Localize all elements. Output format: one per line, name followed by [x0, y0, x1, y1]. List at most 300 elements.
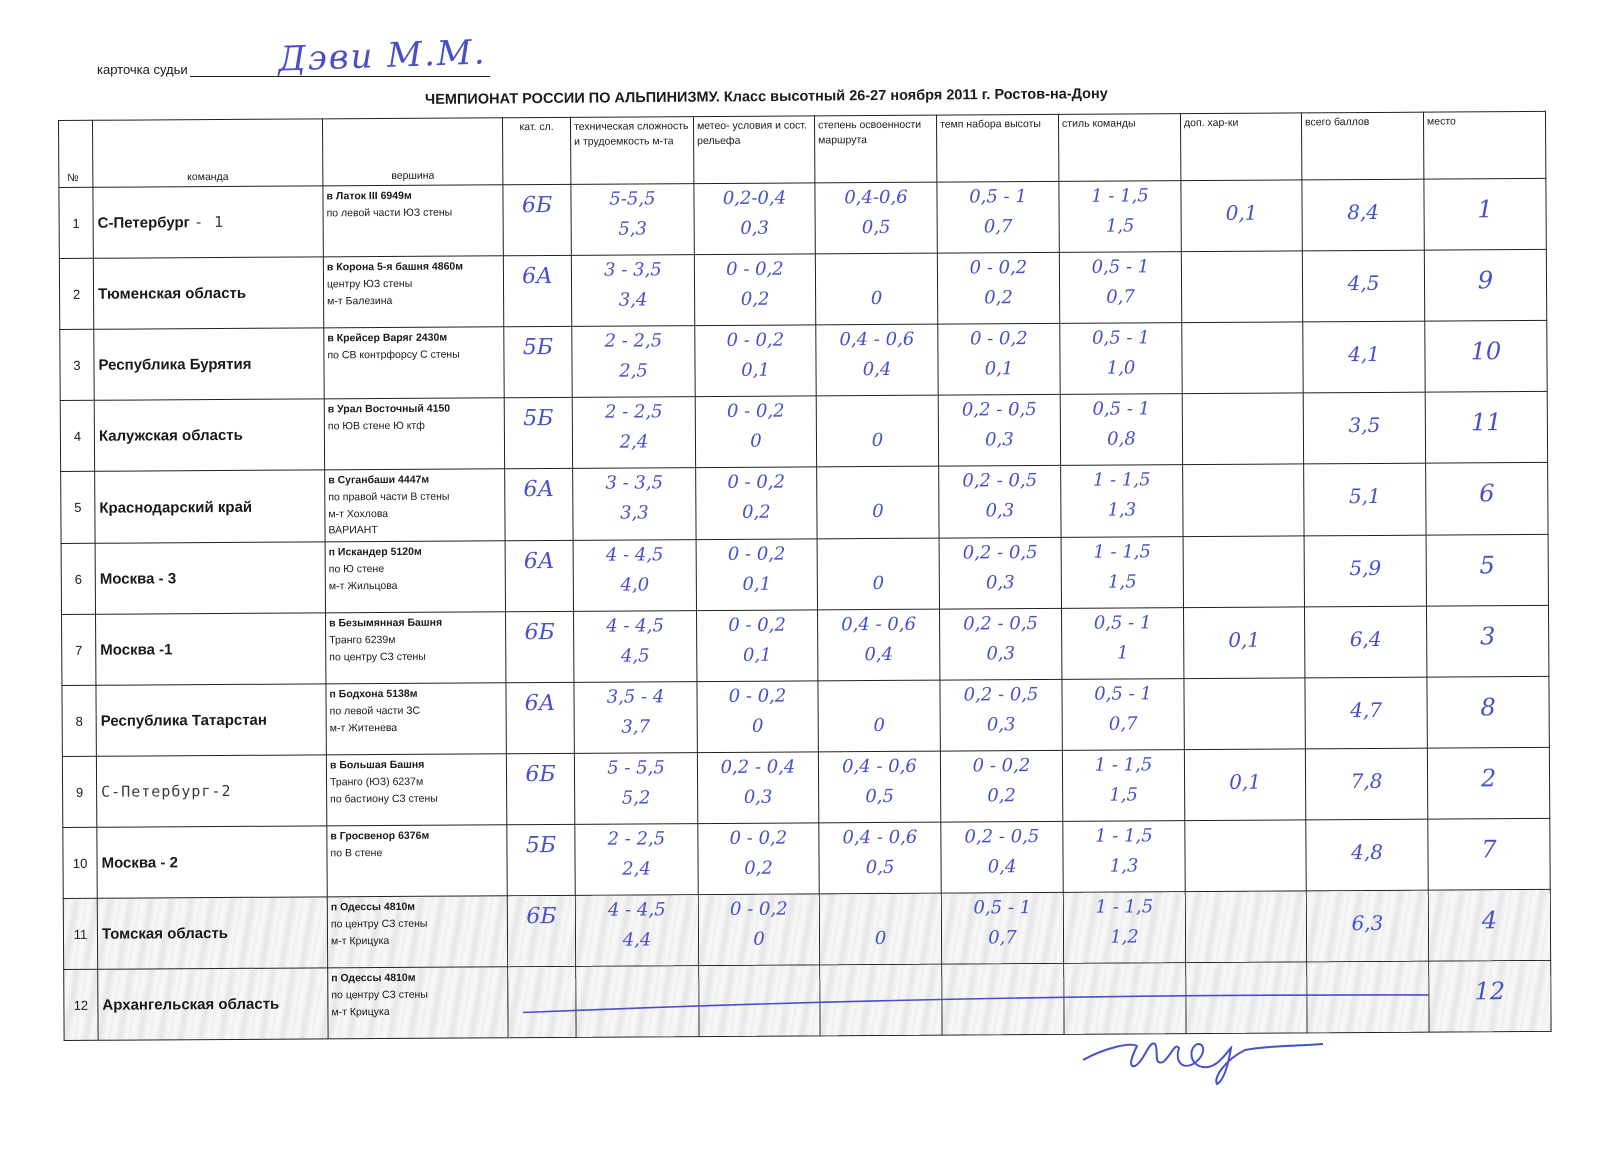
table-row	[60, 320, 1547, 400]
header-mastery: степень освоенности маршрута	[814, 115, 936, 183]
extra-value	[1185, 841, 1305, 842]
table-row	[63, 890, 1550, 970]
tempo-score: 0,7	[988, 927, 1017, 949]
table-row	[59, 178, 1546, 258]
row-number: 3	[60, 329, 94, 400]
mastery-score: 0	[873, 715, 885, 737]
place-value: 6	[1479, 479, 1495, 508]
header-row	[59, 111, 1546, 187]
technical-cell	[574, 682, 697, 754]
category-cell	[507, 825, 575, 896]
meteo-range: 0,2 - 0,4	[720, 756, 796, 779]
mastery-range: 0,4 - 0,6	[842, 826, 918, 849]
place-value: 10	[1470, 337, 1502, 366]
meteo-score: 0,1	[742, 644, 772, 667]
style-score: 0,7	[1106, 286, 1135, 308]
category-cell	[507, 896, 575, 967]
mastery-score: 0	[872, 573, 885, 595]
team-name-text: Москва - 2	[101, 854, 178, 872]
style-range: 1 - 1,5	[1093, 541, 1152, 563]
team-name-handwritten: - 1	[193, 212, 225, 232]
style-score: 0,8	[1107, 428, 1136, 450]
header-total: всего баллов	[1301, 112, 1423, 180]
tempo-score: 0,3	[986, 714, 1016, 736]
peak-route-line: ВАРИАНТ	[328, 524, 378, 537]
meteo-cell	[697, 752, 818, 824]
meteo-range: 0 - 0,2	[726, 400, 785, 422]
category-cell	[506, 754, 574, 825]
style-score: 1,0	[1106, 357, 1136, 379]
peak-route	[324, 398, 504, 470]
mastery-range	[817, 471, 938, 472]
technical-score: 3,7	[621, 716, 651, 738]
tempo-range: 0,2 - 0,5	[963, 684, 1039, 706]
judge-card-label: карточка судьи	[97, 62, 188, 77]
extra-cell	[1184, 678, 1305, 750]
team-name	[96, 684, 326, 756]
total-score: 4,7	[1350, 698, 1383, 723]
meteo-score: 0	[751, 715, 764, 737]
category-value: 6А	[524, 691, 556, 717]
extra-cell	[1182, 393, 1303, 465]
mastery-score: 0,5	[865, 857, 895, 879]
technical-cell	[574, 611, 697, 683]
page-title: ЧЕМПИОНАТ РОССИИ ПО АЛЬПИНИЗМУ. Класс высотный 26-27 ноября 2011 г. Ростов-на-Дону	[424, 86, 1108, 108]
technical-range: 3 - 3,5	[604, 259, 662, 281]
tempo-score: 0,3	[985, 429, 1014, 451]
place-cell	[1426, 606, 1548, 678]
technical-score: 2,4	[619, 431, 649, 453]
mastery-cell	[820, 964, 942, 1036]
mastery-score: 0,4	[862, 358, 892, 381]
extra-value: 0,1	[1225, 200, 1258, 225]
row-number: 10	[63, 827, 97, 898]
row-number: 9	[62, 756, 96, 827]
category-cell	[503, 184, 571, 255]
row-number: 4	[60, 400, 94, 471]
category-value: 6Б	[525, 762, 556, 788]
tempo-range: 0 - 0,2	[969, 257, 1028, 279]
total-score: 4,8	[1351, 840, 1383, 865]
row-number: 2	[59, 258, 93, 329]
table-row	[60, 391, 1547, 471]
extra-value	[1185, 699, 1305, 700]
category-cell	[506, 683, 574, 754]
meteo-cell	[697, 610, 818, 682]
technical-cell	[571, 255, 694, 327]
results-body	[59, 178, 1551, 1040]
peak-route-line: в Суганбаши 4447м	[328, 473, 430, 487]
peak-route-line: в Корона 5-я башня 4860м	[326, 260, 464, 274]
place-value: 5	[1479, 551, 1495, 580]
style-range	[1064, 967, 1185, 968]
style-range: 1 - 1,5	[1095, 896, 1154, 918]
total-score: 5,1	[1348, 483, 1381, 509]
row-number: 5	[61, 471, 95, 543]
header-category: кат. сл.	[502, 117, 570, 184]
header-meteo: метео- условия и сост. рельефа	[693, 116, 814, 184]
header-team: команда	[93, 119, 323, 187]
extra-cell	[1184, 749, 1305, 821]
mastery-range: 0,4 - 0,6	[839, 328, 915, 351]
team-name	[93, 186, 323, 258]
peak-route-line: в Латок III 6949м	[326, 189, 412, 203]
category-value: 5Б	[522, 334, 554, 361]
meteo-range: 0 - 0,2	[727, 471, 786, 493]
tempo-cell	[938, 323, 1060, 395]
meteo-range: 0 - 0,2	[726, 329, 785, 351]
technical-range: 5-5,5	[609, 188, 656, 210]
team-name-text: Республика Бурятия	[98, 355, 252, 374]
meteo-range: 0 - 0,2	[729, 898, 788, 921]
mastery-cell	[817, 466, 939, 539]
technical-cell	[575, 895, 698, 967]
table-row	[61, 462, 1548, 543]
peak-route-line: в Крейсер Варяг 2430м	[327, 331, 448, 345]
header-num: №	[59, 120, 93, 187]
mastery-score	[820, 999, 941, 1000]
team-name-text: Республика Татарстан	[100, 711, 267, 730]
mastery-range	[816, 258, 937, 259]
place-value: 3	[1479, 622, 1496, 651]
judge-name-handwritten: Дэви М.М.	[277, 32, 488, 80]
mastery-range: 0,4 - 0,6	[841, 613, 917, 636]
place-value: 2	[1480, 764, 1497, 793]
peak-route	[326, 683, 506, 755]
category-value: 5Б	[525, 833, 557, 859]
style-cell	[1062, 608, 1184, 680]
total-cell	[1303, 392, 1425, 464]
team-name	[97, 897, 327, 969]
mastery-score: 0	[870, 287, 883, 310]
team-name-text: Краснодарский край	[99, 498, 253, 517]
total-cell	[1305, 677, 1427, 749]
row-number: 6	[61, 543, 95, 614]
technical-score: 3,4	[618, 289, 648, 311]
team-name-text: Москва - 3	[99, 570, 177, 588]
team-name	[97, 826, 327, 898]
table-row	[59, 249, 1546, 329]
technical-range: 2 - 2,5	[607, 828, 666, 850]
extra-cell	[1183, 464, 1304, 537]
mastery-cell	[816, 395, 938, 467]
tempo-cell	[939, 465, 1061, 538]
mastery-cell	[817, 538, 939, 610]
style-cell	[1060, 394, 1182, 466]
peak-route-line: п Одессы 4810м	[330, 901, 416, 914]
style-range: 0,5 - 1	[1093, 612, 1152, 634]
technical-cell	[572, 397, 695, 469]
meteo-cell	[694, 183, 815, 255]
total-score: 7,8	[1350, 769, 1383, 794]
row-number: 11	[63, 898, 97, 969]
technical-range: 2 - 2,5	[604, 330, 663, 352]
style-score: 1,5	[1105, 215, 1135, 237]
peak-route	[328, 967, 508, 1039]
tempo-range: 0,2 - 0,5	[964, 826, 1040, 848]
extra-value	[1186, 912, 1306, 913]
style-range: 1 - 1,5	[1094, 754, 1153, 776]
technical-score: 4,5	[620, 645, 650, 667]
category-value: 6А	[522, 263, 553, 290]
place-cell	[1428, 819, 1550, 891]
header-extra: доп. хар-ки	[1180, 113, 1301, 181]
meteo-score: 0,2	[740, 288, 770, 310]
peak-route-line: по ЮВ стене Ю ктф	[327, 419, 425, 433]
tempo-range: 0 - 0,2	[969, 328, 1028, 350]
place-value: 9	[1477, 266, 1494, 295]
peak-route-line: по СВ контрфорсу С стены	[327, 348, 460, 362]
total-cell	[1305, 748, 1427, 820]
peak-route-line: центру ЮЗ стены	[326, 277, 413, 291]
meteo-range: 0,2-0,4	[722, 187, 787, 209]
extra-cell	[1185, 891, 1306, 963]
peak-route-line: по левой части ЗС	[329, 704, 421, 718]
technical-range	[576, 970, 698, 971]
mastery-cell	[818, 751, 940, 823]
mastery-range	[818, 685, 939, 686]
style-cell	[1062, 679, 1184, 751]
peak-route-line: м-т Жильцова	[328, 579, 398, 593]
total-score: 4,5	[1347, 270, 1380, 296]
total-cell	[1306, 819, 1428, 891]
place-value: 7	[1481, 835, 1497, 864]
style-range: 1 - 1,5	[1092, 469, 1151, 491]
judge-signature	[1075, 1020, 1335, 1090]
meteo-score: 0,1	[742, 573, 772, 596]
style-score: 1	[1116, 642, 1129, 664]
tempo-range: 0,2 - 0,5	[963, 613, 1039, 635]
mastery-cell	[819, 822, 941, 894]
peak-route-line: п Одессы 4810м	[331, 972, 416, 985]
extra-value	[1183, 484, 1303, 485]
total-score: 8,4	[1347, 199, 1380, 225]
extra-cell	[1185, 820, 1306, 892]
mastery-score: 0	[872, 500, 884, 523]
mastery-range: 0,4 - 0,6	[842, 755, 917, 778]
mastery-cell	[815, 182, 937, 254]
results-table	[58, 111, 1552, 1041]
tempo-cell	[937, 252, 1059, 324]
technical-score: 4,0	[620, 574, 650, 596]
technical-score	[576, 1000, 698, 1001]
technical-cell	[574, 753, 697, 825]
category-cell	[506, 612, 574, 683]
technical-score: 3,3	[620, 502, 649, 524]
tempo-score: 0,4	[987, 856, 1017, 878]
style-range: 0,5 - 1	[1091, 256, 1150, 278]
style-cell	[1063, 892, 1185, 964]
results-sheet	[58, 111, 1552, 1041]
meteo-range: 0 - 0,2	[726, 258, 784, 280]
extra-cell	[1182, 322, 1303, 394]
meteo-cell	[695, 325, 816, 397]
mastery-range	[820, 969, 941, 970]
mastery-score: 0,5	[865, 786, 895, 808]
meteo-score: 0,1	[741, 359, 770, 381]
peak-route-line: п Искандер 5120м	[328, 545, 422, 559]
mastery-cell	[818, 609, 940, 681]
peak-route	[324, 327, 504, 399]
technical-range: 3,5 - 4	[606, 686, 665, 708]
mastery-score: 0	[871, 429, 884, 452]
style-score: 1,3	[1109, 855, 1139, 877]
peak-route-line: по Ю стене	[328, 563, 385, 576]
peak-route-line: по центру СЗ стены	[329, 650, 426, 664]
header-style: стиль команды	[1058, 114, 1180, 182]
team-name	[95, 542, 325, 614]
technical-cell	[573, 468, 696, 541]
meteo-score: 0,3	[743, 786, 773, 809]
technical-cell	[571, 184, 694, 256]
mastery-cell	[815, 253, 937, 325]
style-score: 1,5	[1107, 571, 1137, 593]
tempo-cell	[937, 181, 1059, 253]
peak-route	[326, 754, 506, 826]
table-row	[62, 748, 1549, 828]
tempo-score: 0,7	[983, 216, 1013, 238]
style-cell	[1061, 465, 1183, 538]
tempo-range: 0,2 - 0,5	[961, 399, 1037, 421]
mastery-range	[820, 898, 941, 899]
peak-route-line: по бастиону СЗ стены	[330, 792, 438, 806]
meteo-score: 0	[750, 430, 762, 452]
style-range: 1 - 1,5	[1091, 185, 1149, 207]
extra-cell	[1184, 607, 1305, 679]
tempo-range: 0,2 - 0,5	[962, 542, 1038, 564]
meteo-range: 0 - 0,2	[729, 827, 788, 850]
style-cell	[1062, 750, 1184, 822]
style-cell	[1060, 323, 1182, 395]
place-cell	[1424, 178, 1546, 250]
category-value: 6А	[523, 476, 555, 503]
technical-score: 2,4	[622, 858, 651, 880]
tempo-score: 0,2	[987, 785, 1017, 807]
peak-route-line: по В стене	[330, 847, 383, 860]
category-cell	[503, 255, 571, 326]
tempo-range: 0,5 - 1	[973, 897, 1032, 919]
team-name-handwritten: С-Петербург-2	[101, 782, 232, 801]
style-score: 1,5	[1109, 784, 1139, 806]
technical-range: 4 - 4,5	[607, 899, 666, 921]
technical-cell	[572, 326, 695, 398]
category-value: 5Б	[523, 405, 554, 432]
peak-route-line: в Гросвенор 6376м	[330, 829, 430, 843]
tempo-cell	[939, 538, 1061, 610]
meteo-range: 0 - 0,2	[728, 614, 786, 637]
total-cell	[1306, 890, 1428, 962]
peak-route-line: м-т Балезина	[327, 294, 393, 307]
tempo-cell	[940, 609, 1062, 681]
mastery-score: 0,5	[861, 216, 891, 239]
mastery-cell	[816, 324, 938, 396]
peak-route-line: Транго (ЮЗ) 6237м	[330, 775, 424, 789]
extra-value	[1182, 271, 1302, 272]
place-value: 4	[1481, 906, 1498, 935]
place-value: 12	[1474, 977, 1506, 1006]
team-name	[96, 755, 326, 827]
place-value: 11	[1471, 408, 1502, 437]
meteo-score	[699, 1000, 819, 1001]
place-cell	[1427, 748, 1549, 820]
tempo-score: 0,3	[986, 643, 1016, 665]
technical-cell	[576, 966, 699, 1038]
category-cell	[504, 397, 572, 468]
peak-route	[327, 896, 507, 968]
total-cell	[1304, 463, 1426, 536]
tempo-score	[942, 998, 1063, 999]
technical-score: 5,2	[621, 787, 651, 809]
row-number: 7	[62, 614, 96, 685]
mastery-cell	[819, 893, 941, 965]
table-row	[62, 677, 1549, 757]
place-cell	[1425, 391, 1547, 463]
team-name	[94, 399, 324, 471]
total-score	[1307, 982, 1428, 983]
place-cell	[1426, 535, 1548, 607]
extra-cell	[1183, 536, 1304, 608]
place-cell	[1427, 677, 1549, 749]
place-cell	[1424, 249, 1546, 321]
meteo-score: 0,3	[740, 217, 770, 239]
mastery-score: 0,4	[864, 644, 894, 666]
total-score: 5,9	[1349, 556, 1382, 581]
peak-route	[325, 541, 505, 613]
tempo-range: 0 - 0,2	[972, 755, 1031, 777]
total-score: 6,3	[1351, 911, 1384, 936]
technical-range: 4 - 4,5	[606, 615, 664, 637]
peak-route-line: по правой части В стены	[328, 490, 450, 504]
extra-value: 0,1	[1228, 627, 1261, 653]
category-cell	[508, 967, 576, 1038]
place-cell	[1428, 890, 1550, 962]
tempo-range	[942, 968, 1063, 969]
style-range: 0,5 - 1	[1092, 398, 1151, 420]
total-score: 6,4	[1349, 627, 1382, 652]
mastery-score: 0	[874, 928, 887, 950]
style-cell	[1059, 252, 1181, 324]
tempo-cell	[940, 680, 1062, 752]
mastery-range: 0,4-0,6	[844, 186, 908, 209]
row-number: 1	[59, 187, 93, 258]
tempo-score: 0,1	[984, 358, 1014, 380]
header-tempo: темп набора высоты	[936, 114, 1058, 182]
table-row	[63, 819, 1550, 899]
peak-route	[325, 469, 505, 542]
team-name-text: Калужская область	[98, 426, 243, 445]
place-cell	[1429, 961, 1551, 1033]
technical-cell	[575, 824, 698, 896]
tempo-score: 0,3	[985, 500, 1015, 522]
technical-score: 4,4	[622, 929, 652, 951]
peak-route	[327, 825, 507, 897]
meteo-score: 0,2	[742, 501, 771, 523]
peak-route-line: Транго 6239м	[329, 633, 396, 647]
style-range: 0,5 - 1	[1094, 683, 1152, 705]
meteo-range: 0 - 0,2	[727, 543, 786, 566]
technical-score: 5,3	[618, 218, 648, 240]
total-cell	[1302, 250, 1424, 322]
peak-route-line: м-т Житенева	[329, 721, 398, 735]
meteo-cell	[698, 823, 819, 895]
meteo-score: 0	[753, 928, 765, 950]
meteo-cell	[694, 254, 815, 326]
category-value: 6Б	[526, 904, 557, 930]
mastery-range	[818, 543, 939, 544]
technical-range: 4 - 4,5	[605, 544, 664, 566]
place-value: 8	[1480, 693, 1496, 722]
peak-route-line: в Урал Восточный 4150	[327, 402, 451, 416]
